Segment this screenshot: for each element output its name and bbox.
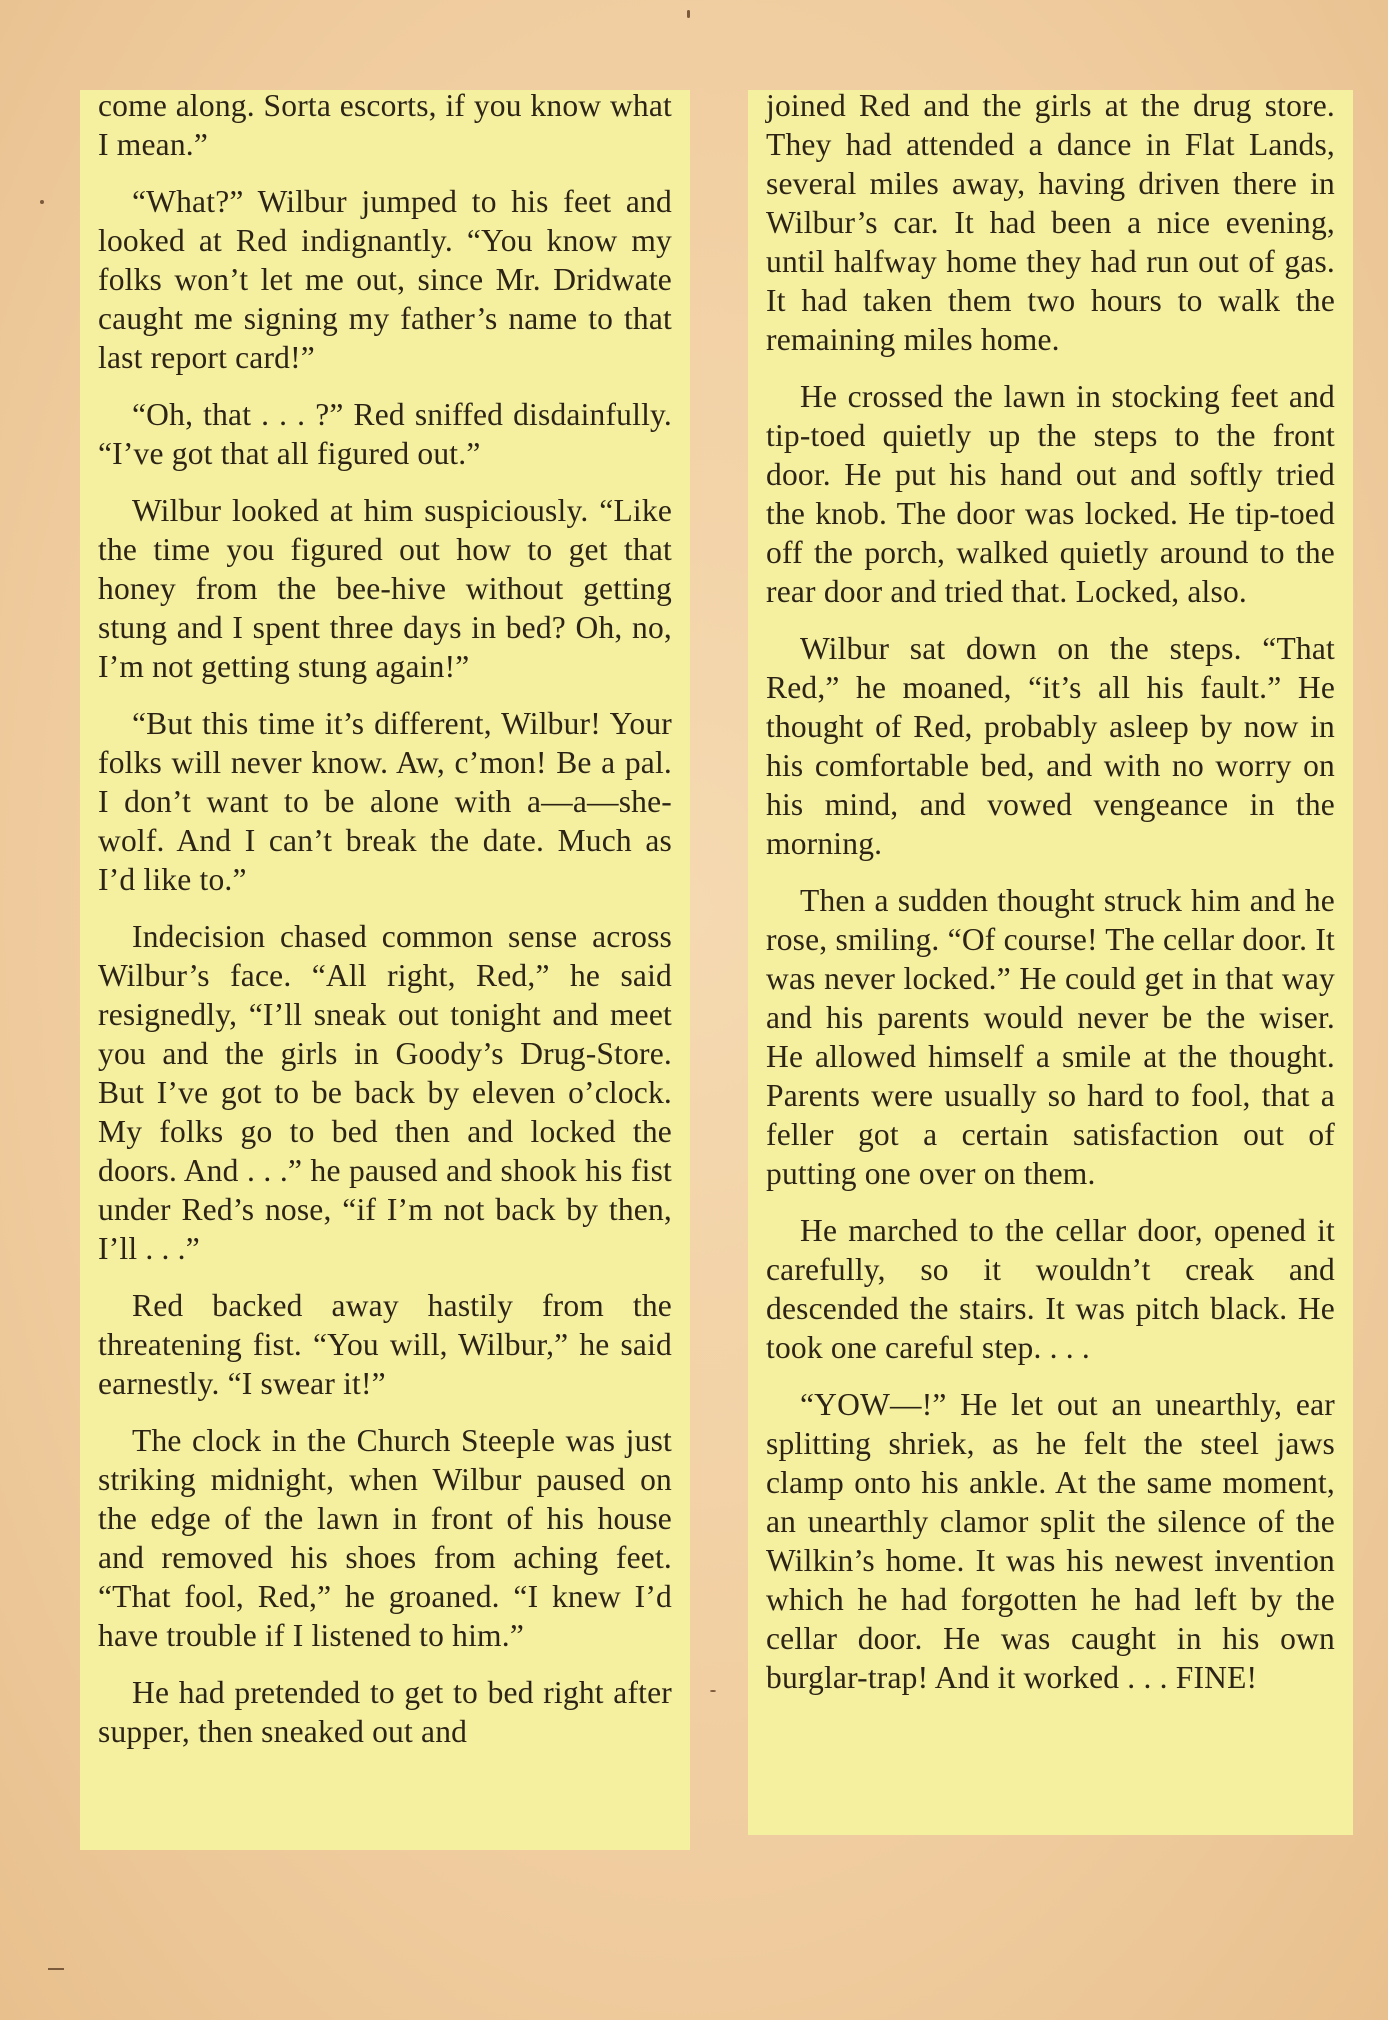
paragraph: Indecision chased common sense across Wilbur’s face. “All right, Red,” he said resignedly, “I’ll sneak out tonight and meet you and the girls in Goody’s Drug-Store. But I’ve got to be back by eleven o’clock. My folks go to bed then and locked the doors. And . . .” he paused and shook his fist under Red’s nose, “if I’m not back by then, I’ll . . .” [98,919,672,1266]
paragraph: Red backed away hastily from the threatening fist. “You will, Wilbur,” he said earnestly. “I swear it!” [98,1288,672,1401]
page-speck [40,200,44,204]
right-text-column [748,90,1353,1835]
paragraph: The clock in the Church Steeple was just striking midnight, when Wilbur paused on the edge of the lawn in front of his house and removed his shoes from aching feet. “That fool, Red,” he groaned. “I knew I’d have trouble if I listened to him.” [98,1423,672,1653]
page-speck [687,10,690,18]
paragraph: He marched to the cellar door, opened it carefully, so it wouldn’t creak and descended the stairs. It was pitch black. He took one careful step. . . . [766,1213,1335,1365]
paragraph: He had pretended to get to bed right after supper, then sneaked out and [98,1675,672,1749]
left-text-column [80,90,690,1850]
paragraph: “But this time it’s different, Wilbur! Your folks will never know. Aw, c’mon! Be a pal. I don’t want to be alone with a—a—she-wolf. And I can’t break the date. Much as I’d like to.” [98,706,672,897]
paragraph: “What?” Wilbur jumped to his feet and looked at Red indignantly. “You know my folks won’t let me out, since Mr. Dridwate caught me signing my father’s name to that last report card!” [98,184,672,375]
paragraph: “YOW—!” He let out an unearthly, ear splitting shriek, as he felt the steel jaws clamp onto his ankle. At the same moment, an unearthly clamor split the silence of the Wilkin’s home. It was his newest invention which he had forgotten he had left by the cellar door. He was caught in his own burglar-trap! And it worked . . . FINE! [766,1387,1335,1695]
page-speck [48,1968,64,1970]
paragraph: He crossed the lawn in stocking feet and tip-toed quietly up the steps to the front door. He put his hand out and softly tried the knob. The door was locked. He tip-toed off the porch, walked quietly around to the rear door and tried that. Locked, also. [766,379,1335,609]
paragraph: come along. Sorta escorts, if you know what I mean.” [98,88,672,162]
paragraph: Wilbur looked at him suspiciously. “Like the time you figured out how to get that honey from the bee-hive without getting stung and I spent three days in bed? Oh, no, I’m not getting stung again!” [98,493,672,684]
paragraph: joined Red and the girls at the drug store. They had attended a dance in Flat Lands, several miles away, having driven there in Wilbur’s car. It had been a nice evening, until halfway home they had run out of gas. It had taken them two hours to walk the remaining miles home. [766,88,1335,357]
paragraph: “Oh, that . . . ?” Red sniffed disdainfully. “I’ve got that all figured out.” [98,397,672,471]
paragraph: Wilbur sat down on the steps. “That Red,” he moaned, “it’s all his fault.” He thought of Red, probably asleep by now in his comfortable bed, and with no worry on his mind, and vowed vengeance in the morning. [766,631,1335,861]
page-speck [710,1690,716,1692]
paragraph: Then a sudden thought struck him and he rose, smiling. “Of course! The cellar door. It was never locked.” He could get in that way and his parents would never be the wiser. He allowed himself a smile at the thought. Parents were usually so hard to fool, that a feller got a certain satisfaction out of putting one over on them. [766,883,1335,1191]
